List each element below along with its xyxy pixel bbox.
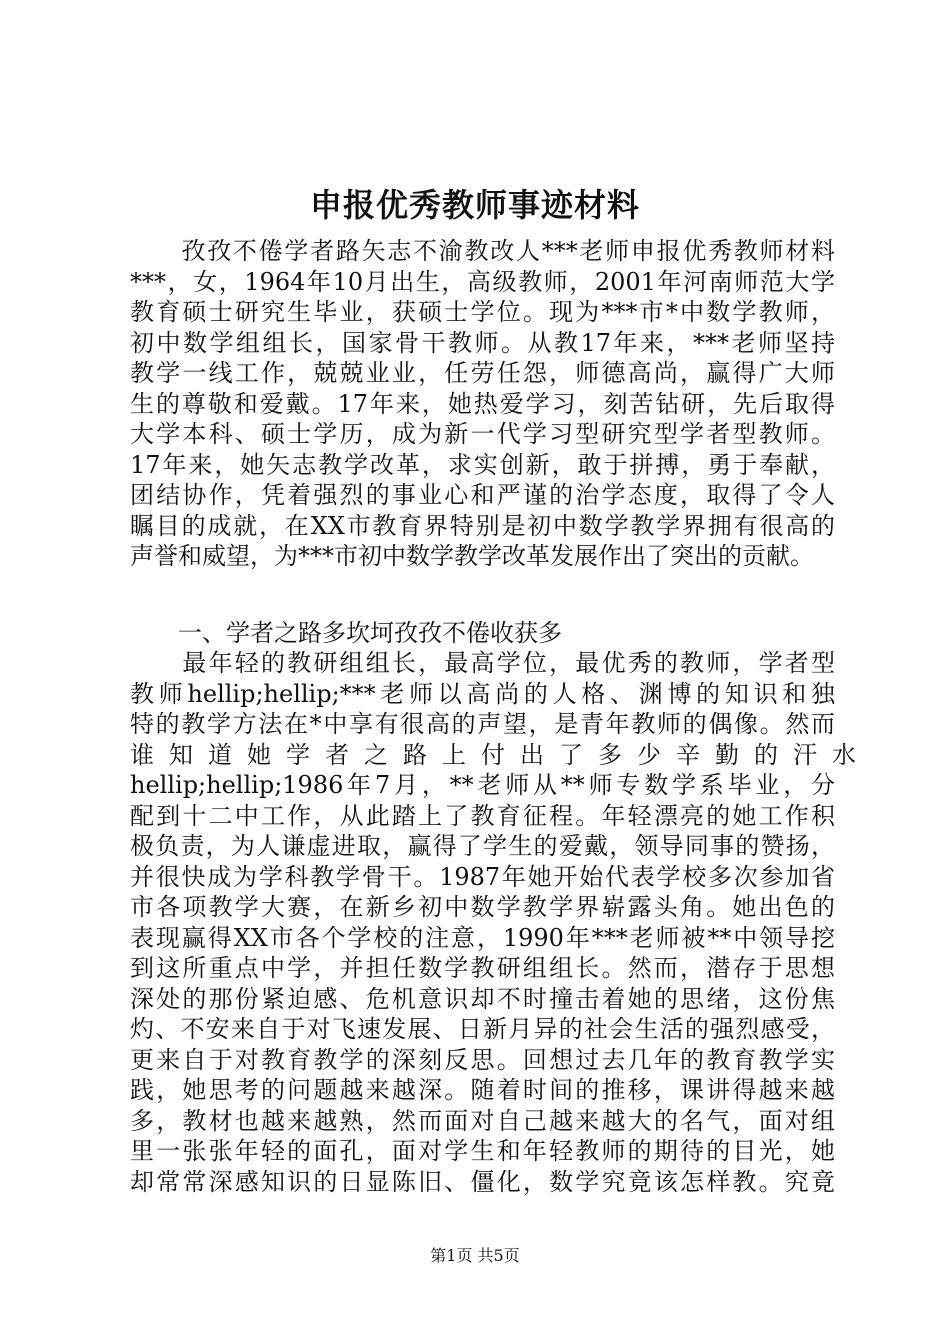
text-line: 大学本科、硕士学历，成为新一代学习型研究型学者型教师。: [130, 420, 835, 448]
text-line: 瞩目的成就，在XX市教育界特别是初中数学教学界拥有很高的: [130, 511, 835, 540]
text-line: 配到十二中工作，从此踏上了教育征程。年轻漂亮的她工作积: [130, 801, 835, 830]
text-line: 深处的那份紧迫感、危机意识却不时撞击着她的思绪，这份焦: [130, 984, 835, 1013]
section-heading: 一、学者之路多坎坷孜孜不倦收获多: [130, 618, 562, 647]
text-line: 孜孜不倦学者路矢志不渝教改人***老师申报优秀教师材料: [130, 237, 835, 265]
text-line: 极负责，为人谦虚进取，赢得了学生的爱戴，领导同事的赞扬，: [130, 832, 835, 860]
page-number: 第1页 共5页: [430, 1246, 520, 1265]
paragraph-gap: [130, 572, 835, 618]
text-line: 教师hellip;hellip;***老师以高尚的人格、渊博的知识和独: [130, 679, 835, 708]
text-line: 生的尊敬和爱戴。17年来，她热爱学习，刻苦钻研，先后取得: [130, 389, 835, 418]
text-line: hellip;hellip;1986年7月，**老师从**师专数学系毕业，分: [130, 771, 835, 799]
text-line: 表现赢得XX市各个学校的注意，1990年***老师被**中领导挖: [130, 923, 835, 952]
text-line: 声誉和威望，为***市初中数学教学改革发展作出了突出的贡献。: [130, 542, 814, 570]
document-title: 申报优秀教师事迹材料: [309, 186, 640, 224]
document-body: [130, 236, 871, 1197]
text-line: 教育硕士研究生毕业，获硕士学位。现为***市*中数学教师，: [130, 298, 835, 326]
text-line: 灼、不安来自于对飞速发展、日新月异的社会生活的强烈感受，: [130, 1015, 835, 1043]
text-line: 践，她思考的问题越来越深。随着时间的推移，课讲得越来越: [130, 1076, 835, 1104]
text-line: 并很快成为学科教学骨干。1987年她开始代表学校多次参加省: [130, 862, 835, 891]
text-line: 里一张张年轻的面孔，面对学生和年轻教师的期待的目光，她: [130, 1137, 835, 1165]
text-line: 市各项教学大赛，在新乡初中数学教学界崭露头角。她出色的: [130, 893, 835, 921]
text-line: 17年来，她矢志教学改革，求实创新，敢于拼搏，勇于奉献，: [130, 450, 835, 479]
text-line: 教学一线工作，兢兢业业，任劳任怨，师德高尚，赢得广大师: [130, 359, 835, 387]
text-line: 团结协作，凭着强烈的事业心和严谨的治学态度，取得了令人: [130, 481, 835, 509]
text-line: 初中数学组组长，国家骨干教师。从教17年来，***老师坚持: [130, 328, 835, 357]
text-line: 更来自于对教育教学的深刻反思。回想过去几年的教育教学实: [130, 1045, 835, 1074]
text-line: 却常常深感知识的日显陈旧、僵化，数学究竟该怎样教。究竟: [130, 1167, 835, 1196]
text-line: 谁知道她学者之路上付出了多少辛勤的汗水: [130, 740, 871, 769]
text-line: 多，教材也越来越熟，然而面对自己越来越大的名气，面对组: [130, 1106, 835, 1135]
text-line: ***，女，1964年10月出生，高级教师，2001年河南师范大学: [130, 267, 835, 296]
text-line: 到这所重点中学，并担任数学教研组组长。然而，潜存于思想: [130, 954, 835, 982]
text-line: 最年轻的教研组组长，最高学位，最优秀的教师，学者型: [130, 649, 835, 677]
text-line: 特的教学方法在*中享有很高的声望，是青年教师的偶像。然而: [130, 710, 835, 738]
